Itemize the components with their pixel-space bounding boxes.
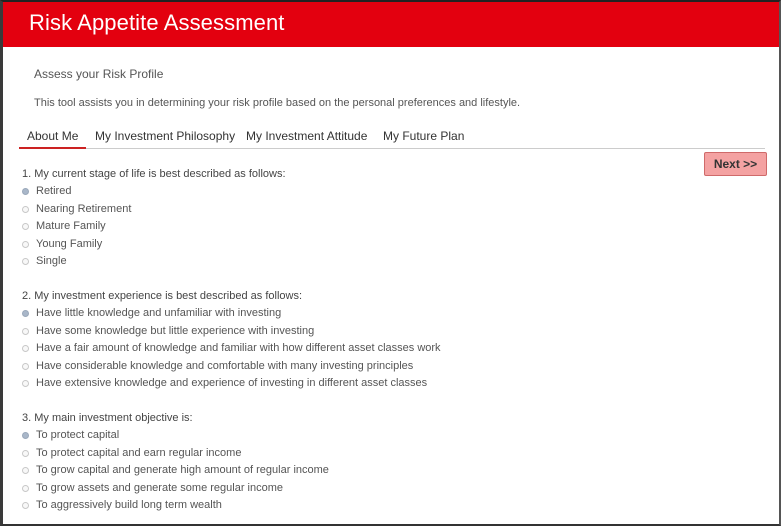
option-label: To grow capital and generate high amount of regular income: [36, 464, 329, 476]
tab-my-investment-attitude[interactable]: My Investment Attitude: [246, 129, 368, 143]
radio-option[interactable]: [22, 375, 441, 393]
tab-bar: [19, 126, 765, 149]
radio-option[interactable]: [22, 323, 441, 341]
radio-button-checked[interactable]: [22, 310, 29, 317]
tab-about-me[interactable]: About Me: [27, 129, 79, 143]
question-1: [22, 166, 286, 271]
option-label: Have extensive knowledge and experience of investing in different asset classes: [36, 377, 428, 389]
section-subtitle: Assess your Risk Profile: [34, 67, 164, 81]
option-label: To aggressively build long term wealth: [36, 499, 222, 511]
radio-option[interactable]: [22, 183, 286, 201]
radio-option[interactable]: [22, 427, 329, 445]
radio-option[interactable]: [22, 253, 286, 271]
radio-button-checked[interactable]: [22, 188, 29, 195]
radio-option[interactable]: [22, 201, 286, 219]
option-label: Have some knowledge but little experience with investing: [36, 324, 315, 337]
radio-option[interactable]: [22, 358, 441, 376]
radio-button-checked[interactable]: [22, 432, 29, 439]
option-label: Young Family: [36, 237, 103, 250]
question-label: 1. My current stage of life is best described as follows:: [22, 168, 286, 180]
radio-option[interactable]: [22, 218, 286, 236]
page-title: Risk Appetite Assessment: [29, 10, 285, 35]
radio-option[interactable]: [22, 497, 329, 515]
radio-option[interactable]: [22, 480, 329, 498]
option-label: To protect capital: [36, 429, 120, 441]
radio-button[interactable]: [22, 485, 29, 492]
option-label: Single: [36, 255, 67, 267]
tab-my-future-plan[interactable]: My Future Plan: [383, 129, 465, 143]
option-label: Mature Family: [36, 220, 106, 232]
radio-button[interactable]: [22, 380, 29, 387]
option-label: Have a fair amount of knowledge and familiar with how different asset classes work: [36, 342, 441, 354]
question-3: [22, 410, 329, 515]
option-label: Have considerable knowledge and comfortable with many investing principles: [36, 359, 414, 372]
radio-option[interactable]: [22, 305, 441, 323]
radio-option[interactable]: [22, 462, 329, 480]
radio-button[interactable]: [22, 345, 29, 352]
tool-description: This tool assists you in determining your risk profile based on the personal preferences and lifestyle.: [34, 97, 521, 109]
question-label: 3. My main investment objective is:: [22, 412, 193, 424]
option-label: To grow assets and generate some regular income: [36, 481, 284, 494]
option-label: To protect capital and earn regular income: [36, 446, 242, 459]
option-label: Retired: [36, 185, 72, 197]
radio-button[interactable]: [22, 258, 29, 265]
next-button[interactable]: Next >>: [704, 152, 767, 176]
radio-option[interactable]: [22, 340, 441, 358]
radio-button[interactable]: [22, 241, 29, 248]
tab-my-investment-philosophy[interactable]: My Investment Philosophy: [95, 129, 236, 143]
page-header: [3, 2, 779, 47]
question-label: 2. My investment experience is best described as follows:: [22, 290, 303, 302]
question-2: [22, 288, 441, 393]
radio-button[interactable]: [22, 206, 29, 213]
radio-button[interactable]: [22, 450, 29, 457]
radio-button[interactable]: [22, 223, 29, 230]
radio-option[interactable]: [22, 445, 329, 463]
radio-button[interactable]: [22, 363, 29, 370]
option-label: Have little knowledge and unfamiliar with investing: [36, 307, 282, 319]
radio-button[interactable]: [22, 467, 29, 474]
radio-button[interactable]: [22, 502, 29, 509]
radio-button[interactable]: [22, 328, 29, 335]
radio-option[interactable]: [22, 236, 286, 254]
option-label: Nearing Retirement: [36, 202, 132, 215]
